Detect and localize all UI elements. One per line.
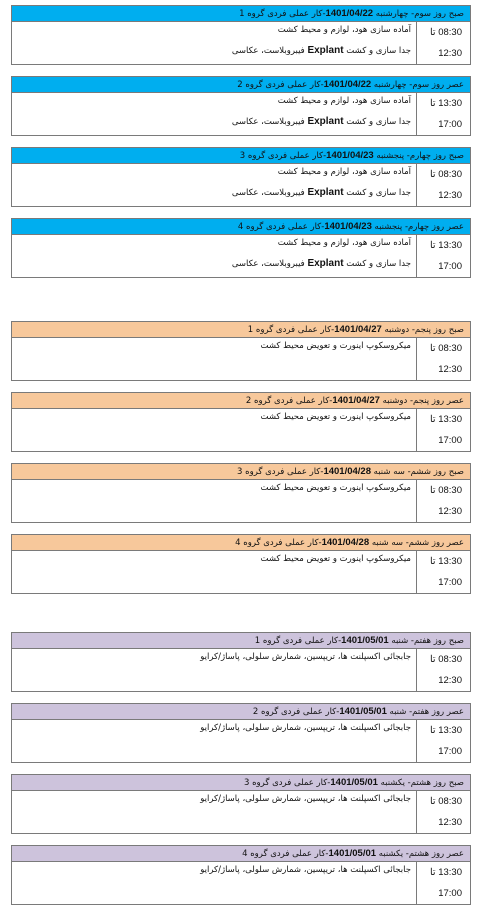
header-session: عصر روز چهارم- پنجشنبه <box>371 222 464 232</box>
header-session: صبح روز پنجم- دوشنبه <box>381 325 464 335</box>
activity-cell <box>12 862 416 904</box>
schedule-block <box>11 5 471 65</box>
block-body <box>12 791 470 833</box>
activity-cell <box>12 93 416 135</box>
header-group: -کار عملی فردی گروه 4 <box>237 222 325 232</box>
block-body <box>12 862 470 904</box>
activity-line-2-start: جدا سازی و کشت <box>343 46 411 56</box>
activity-cell <box>12 235 416 277</box>
activity-line-1: میکروسکوپ اینورت و تعویض محیط کشت <box>260 483 411 493</box>
time-end: 17:00 <box>438 119 462 130</box>
activity-line-1: میکروسکوپ اینورت و تعویض محیط کشت <box>260 412 411 422</box>
time-end: 12:30 <box>438 190 462 201</box>
time-cell <box>416 862 470 904</box>
activity-line-1: آماده سازی هود، لوازم و محیط کشت <box>277 167 411 177</box>
activity-cell <box>12 720 416 762</box>
header-date: 1401/04/23 <box>324 221 372 232</box>
header-date: 1401/04/27 <box>332 395 380 406</box>
activity-line-2 <box>232 258 411 269</box>
schedule-block <box>11 774 471 834</box>
explant-term: Explant <box>307 187 344 198</box>
time-start: 13:30 تا <box>430 725 462 736</box>
block-body <box>12 649 470 691</box>
header-group: -کار عملی فردی گروه 1 <box>239 9 326 19</box>
header-date: 1401/05/01 <box>341 635 389 646</box>
time-cell <box>416 551 470 593</box>
activity-line-1: آماده سازی هود، لوازم و محیط کشت <box>277 96 411 106</box>
time-cell <box>416 338 470 380</box>
time-end: 12:30 <box>438 817 462 828</box>
activity-line-1: جابجائی اکسپلنت ها، تریپسین، شمارش سلولی، پاساژ/کرایو <box>200 865 411 875</box>
activity-cell <box>12 409 416 451</box>
block-header <box>12 535 470 551</box>
activity-line-2 <box>232 187 411 198</box>
time-cell <box>416 22 470 64</box>
block-header <box>12 148 470 164</box>
time-end: 17:00 <box>438 746 462 757</box>
activity-line-1: جابجائی اکسپلنت ها، تریپسین، شمارش سلولی، پاساژ/کرایو <box>200 723 411 733</box>
time-end: 17:00 <box>438 261 462 272</box>
activity-cell <box>12 164 416 206</box>
header-session: صبح روز ششم- سه شنبه <box>370 467 464 477</box>
schedule-block <box>11 845 471 905</box>
header-date: 1401/05/01 <box>339 706 387 717</box>
time-start: 13:30 تا <box>430 414 462 425</box>
block-body <box>12 235 470 277</box>
time-start: 08:30 تا <box>430 169 462 180</box>
block-header <box>12 704 470 720</box>
block-body <box>12 93 470 135</box>
time-end: 17:00 <box>438 888 462 899</box>
time-cell <box>416 164 470 206</box>
header-session: عصر روز پنجم- دوشنبه <box>379 396 464 406</box>
header-session: صبح روز سوم- چهارشنبه <box>373 9 464 19</box>
header-session: صبح روز چهارم- پنجشنبه <box>373 151 464 161</box>
header-group: -کار عملی فردی گروه 2 <box>245 396 333 406</box>
activity-line-2-end: فیبروبلاست، عکاسی <box>231 117 308 127</box>
header-date: 1401/04/22 <box>323 79 372 90</box>
header-session: عصر روز هشتم- یکشنبه <box>376 849 464 859</box>
time-cell <box>416 649 470 691</box>
block-header <box>12 219 470 235</box>
activity-line-1: میکروسکوپ اینورت و تعویض محیط کشت <box>260 341 411 351</box>
block-body <box>12 720 470 762</box>
block-header <box>12 77 470 93</box>
time-end: 12:30 <box>438 364 462 375</box>
block-body <box>12 338 470 380</box>
header-group: -کار عملی فردی گروه 4 <box>235 538 322 548</box>
activity-line-1: میکروسکوپ اینورت و تعویض محیط کشت <box>260 554 411 564</box>
schedule-block <box>11 703 471 763</box>
block-header <box>12 775 470 791</box>
block-body <box>12 480 470 522</box>
header-group: -کار عملی فردی گروه 2 <box>252 707 340 717</box>
block-header <box>12 393 470 409</box>
header-date: 1401/04/22 <box>325 8 374 19</box>
time-end: 12:30 <box>438 675 462 686</box>
activity-cell <box>12 338 416 380</box>
header-date: 1401/04/27 <box>334 324 382 335</box>
block-body <box>12 164 470 206</box>
header-date: 1401/05/01 <box>328 848 377 859</box>
time-cell <box>416 235 470 277</box>
time-cell <box>416 720 470 762</box>
time-end: 12:30 <box>438 506 462 517</box>
activity-cell <box>12 791 416 833</box>
block-header <box>12 464 470 480</box>
block-header <box>12 6 470 22</box>
time-start: 08:30 تا <box>430 654 462 665</box>
schedule-block <box>11 463 471 523</box>
header-date: 1401/04/28 <box>323 466 371 477</box>
time-cell <box>416 93 470 135</box>
header-group: -کار عملی فردی گروه 1 <box>254 636 342 646</box>
activity-line-1: آماده سازی هود، لوازم و محیط کشت <box>277 25 411 35</box>
schedule-block <box>11 392 471 452</box>
schedule-block <box>11 321 471 381</box>
time-start: 08:30 تا <box>430 343 462 354</box>
time-end: 17:00 <box>438 577 462 588</box>
explant-term: Explant <box>307 45 344 56</box>
header-group: -کار عملی فردی گروه 3 <box>237 467 324 477</box>
explant-term: Explant <box>307 258 344 269</box>
time-cell <box>416 480 470 522</box>
activity-line-1: جابجائی اکسپلنت ها، تریپسین، شمارش سلولی، پاساژ/کرایو <box>200 652 411 662</box>
header-session: عصر روز هفتم- شنبه <box>386 707 464 717</box>
header-group: -کار عملی فردی گروه 3 <box>243 778 331 788</box>
schedule-block <box>11 76 471 136</box>
block-body <box>12 22 470 64</box>
activity-cell <box>12 649 416 691</box>
activity-line-1: آماده سازی هود، لوازم و محیط کشت <box>277 238 411 248</box>
block-header <box>12 322 470 338</box>
activity-line-2-end: فیبروبلاست، عکاسی <box>231 259 308 269</box>
schedule-block <box>11 218 471 278</box>
time-start: 08:30 تا <box>430 485 462 496</box>
activity-line-2-start: جدا سازی و کشت <box>343 259 411 269</box>
activity-line-2 <box>232 116 411 127</box>
header-date: 1401/04/23 <box>326 150 374 161</box>
block-body <box>12 409 470 451</box>
activity-line-2-end: فیبروبلاست، عکاسی <box>231 46 308 56</box>
schedule-block <box>11 632 471 692</box>
header-date: 1401/05/01 <box>330 777 378 788</box>
time-start: 13:30 تا <box>430 98 462 109</box>
activity-line-1: جابجائی اکسپلنت ها، تریپسین، شمارش سلولی، پاساژ/کرایو <box>200 794 411 804</box>
header-group: -کار عملی فردی گروه 4 <box>242 849 329 859</box>
explant-term: Explant <box>307 116 344 127</box>
header-session: عصر روز سوم- چهارشنبه <box>371 80 464 90</box>
schedule-block <box>11 147 471 207</box>
header-session: صبح روز هشتم- یکشنبه <box>377 778 464 788</box>
time-start: 08:30 تا <box>430 796 462 807</box>
time-start: 13:30 تا <box>430 240 462 251</box>
activity-cell <box>12 22 416 64</box>
header-group: -کار عملی فردی گروه 1 <box>247 325 335 335</box>
time-end: 17:00 <box>438 435 462 446</box>
header-session: عصر روز ششم- سه شنبه <box>369 538 464 548</box>
block-header <box>12 633 470 649</box>
activity-line-2 <box>232 45 411 56</box>
activity-line-2-start: جدا سازی و کشت <box>343 188 411 198</box>
time-cell <box>416 409 470 451</box>
activity-line-2-end: فیبروبلاست، عکاسی <box>231 188 308 198</box>
time-start: 13:30 تا <box>430 556 462 567</box>
activity-cell <box>12 551 416 593</box>
header-date: 1401/04/28 <box>321 537 370 548</box>
header-session: صبح روز هفتم- شنبه <box>388 636 464 646</box>
schedule-block <box>11 534 471 594</box>
header-group: -کار عملی فردی گروه 2 <box>237 80 324 90</box>
time-start: 08:30 تا <box>430 27 462 38</box>
time-start: 13:30 تا <box>430 867 462 878</box>
activity-cell <box>12 480 416 522</box>
block-body <box>12 551 470 593</box>
time-cell <box>416 791 470 833</box>
activity-line-2-start: جدا سازی و کشت <box>343 117 411 127</box>
header-group: -کار عملی فردی گروه 3 <box>239 151 327 161</box>
block-header <box>12 846 470 862</box>
time-end: 12:30 <box>438 48 462 59</box>
